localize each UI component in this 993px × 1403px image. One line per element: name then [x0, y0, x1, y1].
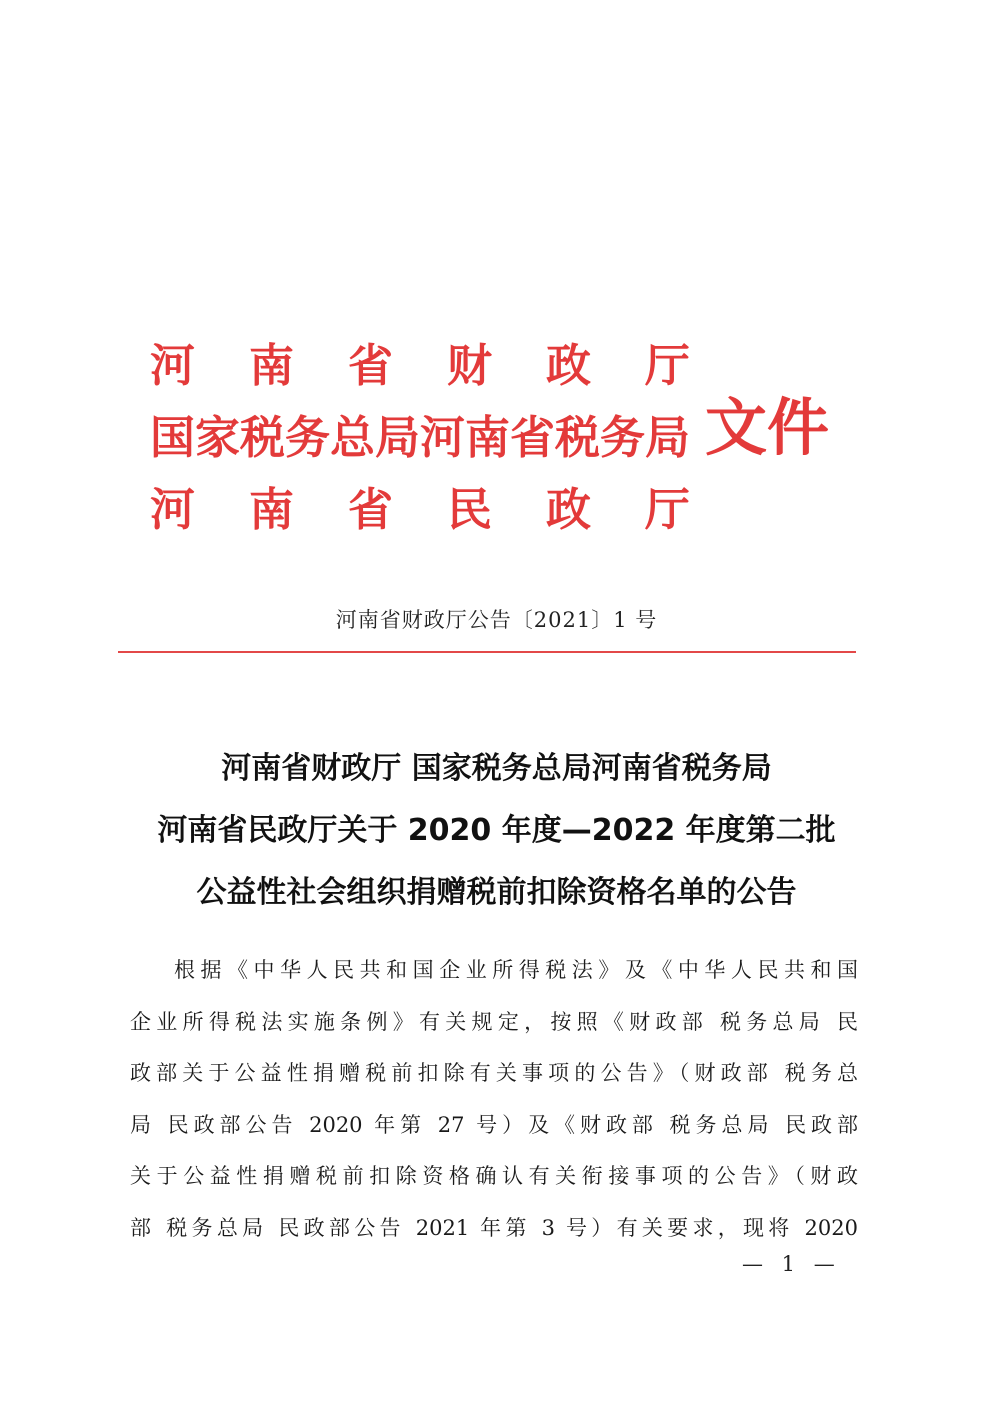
- body-line: 部 税务总局 民政部公告 2021 年第 3 号）有关要求，现将 2020: [130, 1215, 858, 1240]
- masthead-char: 河: [150, 483, 196, 536]
- masthead-char: 厅: [644, 339, 690, 392]
- title-line: 河南省民政厅关于 2020 年度—2022 年度第二批: [157, 813, 836, 848]
- page-number: — 1 —: [742, 1252, 841, 1276]
- masthead-char: 厅: [644, 483, 690, 536]
- body-line: 根据《中华人民共和国企业所得税法》及《中华人民共和国: [174, 958, 858, 982]
- masthead-char: 民: [446, 483, 492, 536]
- masthead-line-tax-bureau: 国家税务总局河南省税务局: [150, 411, 691, 464]
- masthead-char: 省: [347, 339, 393, 392]
- red-divider: [118, 651, 856, 653]
- title-line: 公益性社会组织捐赠税前扣除资格名单的公告: [196, 875, 797, 910]
- masthead-char: 财: [446, 339, 492, 392]
- body-line: 局 民政部公告 2020 年第 27 号）及《财政部 税务总局 民政部: [130, 1112, 858, 1137]
- body-line: 企业所得税法实施条例》有关规定，按照《财政部 税务总局 民: [130, 1009, 858, 1034]
- masthead-char: 政: [545, 483, 591, 536]
- masthead-line-finance-department: [150, 330, 690, 402]
- title-line: 河南省财政厅 国家税务总局河南省税务局: [221, 751, 772, 786]
- masthead-char: 省: [347, 483, 393, 536]
- masthead-char: 政: [545, 339, 591, 392]
- masthead-line-civil-affairs: [150, 474, 690, 546]
- masthead: [150, 330, 690, 546]
- document-number: 河南省财政厅公告〔2021〕1 号: [335, 608, 658, 632]
- body-line: 政部关于公益性捐赠税前扣除有关事项的公告》（财政部 税务总: [130, 1061, 858, 1085]
- masthead-char: 南: [248, 483, 294, 536]
- masthead-char: 南: [248, 339, 294, 392]
- body-line: 关于公益性捐赠税前扣除资格确认有关衔接事项的公告》（财政: [130, 1164, 858, 1188]
- masthead-suffix: 文件: [705, 391, 830, 464]
- document-title: [100, 738, 893, 924]
- body-paragraph: [130, 945, 858, 1254]
- masthead-char: 河: [150, 339, 196, 392]
